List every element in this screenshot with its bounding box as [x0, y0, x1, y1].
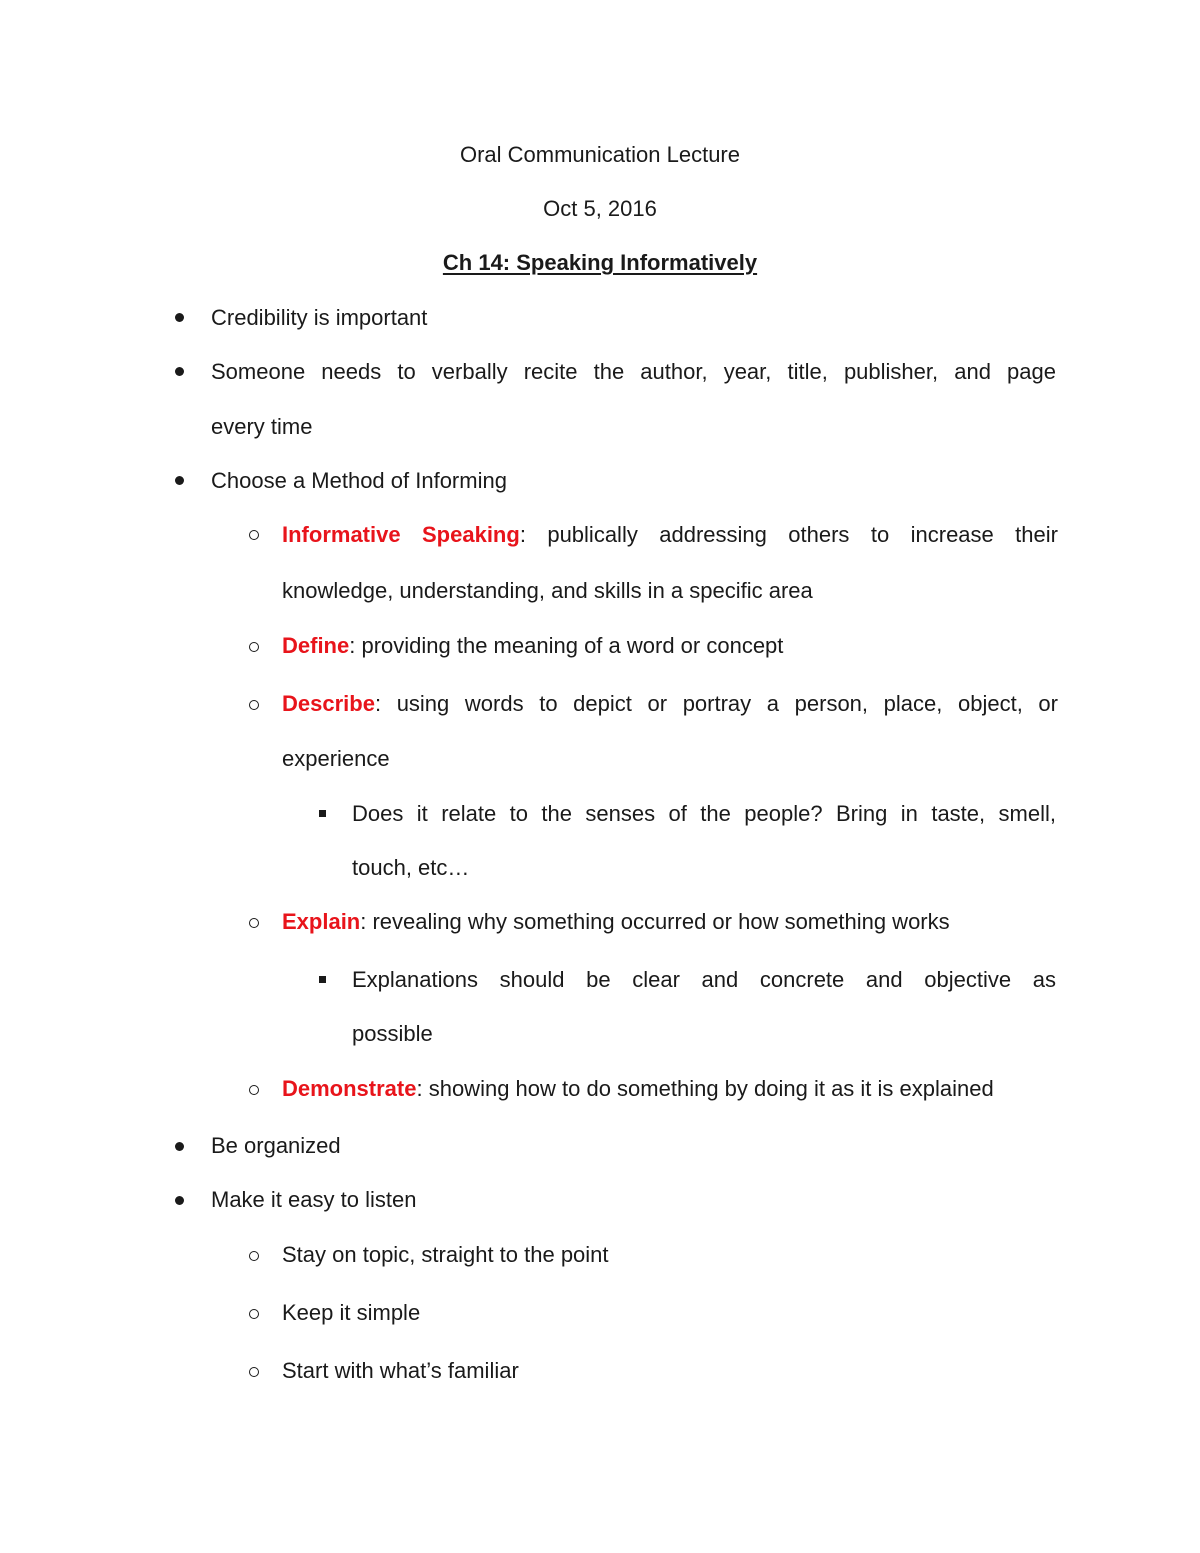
chapter-heading: Ch 14: Speaking Informatively: [442, 250, 758, 275]
term-label: Define: [282, 633, 350, 658]
circle-bullet-icon: [249, 1085, 259, 1095]
term-label: Explain: [282, 909, 361, 934]
list-item: [282, 632, 783, 660]
circle-bullet-icon: [249, 530, 259, 540]
term-label: Demonstrate: [282, 1076, 417, 1101]
list-item-continuation: experience: [282, 746, 390, 771]
bullet-icon: [175, 1196, 184, 1205]
term-definition: : publically addressing others to increase their: [519, 522, 1058, 547]
term-definition: : using words to depict or portray a person, place, object, or: [374, 691, 1058, 716]
term-definition: : showing how to do something by doing it as it is explained: [416, 1076, 994, 1101]
bullet-icon: [175, 367, 184, 376]
document-date: Oct 5, 2016: [543, 196, 657, 221]
list-item: Explanations should be clear and concrete and objective as: [352, 967, 1056, 992]
circle-bullet-icon: [249, 700, 259, 710]
document-title: Oral Communication Lecture: [459, 142, 740, 167]
list-item: Keep it simple: [282, 1300, 421, 1325]
term-definition: : providing the meaning of a word or concept: [349, 633, 784, 658]
list-item: Start with what’s familiar: [282, 1358, 519, 1383]
circle-bullet-icon: [249, 918, 259, 928]
term-label: Informative Speaking: [282, 522, 520, 547]
list-item: Does it relate to the senses of the people? Bring in taste, smell,: [352, 801, 1056, 826]
list-item: [282, 1075, 994, 1103]
list-item-continuation: possible: [352, 1021, 433, 1046]
bullet-icon: [175, 476, 184, 485]
circle-bullet-icon: [249, 1251, 259, 1261]
list-item: [282, 690, 1058, 718]
list-item-continuation: knowledge, understanding, and skills in a specific area: [282, 578, 813, 603]
list-item: Someone needs to verbally recite the author, year, title, publisher, and page: [211, 359, 1056, 384]
bullet-icon: [175, 1142, 184, 1151]
list-item: [282, 521, 1058, 549]
list-item: Choose a Method of Informing: [211, 468, 507, 493]
circle-bullet-icon: [249, 1367, 259, 1377]
term-definition: : revealing why something occurred or how something works: [360, 909, 950, 934]
list-item-continuation: touch, etc…: [352, 855, 470, 880]
list-item: Be organized: [211, 1133, 341, 1158]
circle-bullet-icon: [249, 1309, 259, 1319]
list-item: Credibility is important: [211, 305, 428, 330]
square-bullet-icon: [319, 976, 326, 983]
circle-bullet-icon: [249, 642, 259, 652]
bullet-icon: [175, 313, 184, 322]
list-item: Stay on topic, straight to the point: [282, 1242, 609, 1267]
term-label: Describe: [282, 691, 375, 716]
list-item: [282, 908, 950, 936]
square-bullet-icon: [319, 810, 326, 817]
list-item-continuation: every time: [211, 414, 313, 439]
list-item: Make it easy to listen: [211, 1187, 417, 1212]
